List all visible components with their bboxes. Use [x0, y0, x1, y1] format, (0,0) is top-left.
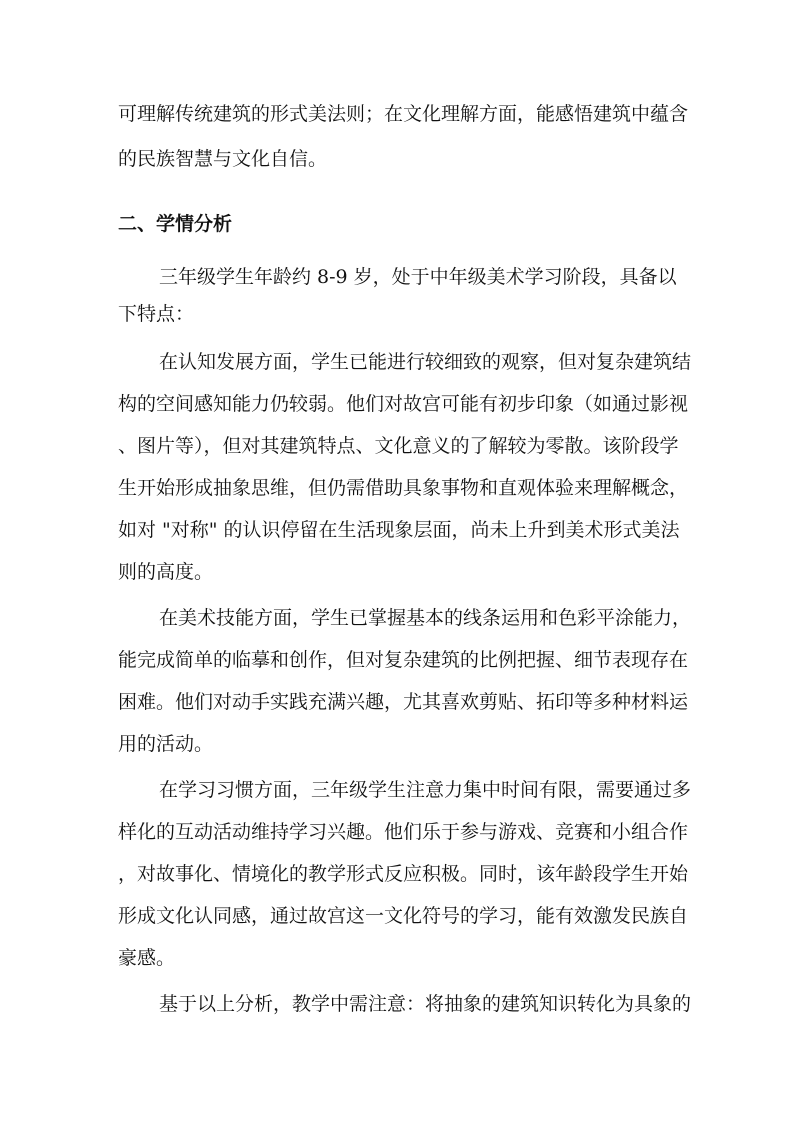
paragraph-line: 下特点： [118, 303, 195, 325]
paragraph-line: 豪感。 [118, 947, 176, 969]
paragraph-line: 在认知发展方面，学生已能进行较细致的观察，但对复杂建筑结 [159, 351, 692, 373]
paragraph-line: 、图片等），但对其建筑特点、文化意义的了解较为零散。该阶段学 [118, 435, 679, 457]
paragraph-line: 基于以上分析，教学中需注意：将抽象的建筑知识转化为具象的 [159, 993, 692, 1015]
intro-line: 可理解传统建筑的形式美法则；在文化理解方面，能感悟建筑中蕴含 [118, 103, 689, 125]
paragraph-line: 样化的互动活动维持学习兴趣。他们乐于参与游戏、竞赛和小组合作 [118, 821, 689, 843]
paragraph-line: 则的高度。 [118, 561, 214, 583]
paragraph-line: 三年级学生年龄约 8-9 岁，处于中年级美术学习阶段，具备以 [159, 266, 677, 288]
paragraph-line: 生开始形成抽象思维，但仍需借助具象事物和直观体验来理解概念， [118, 477, 689, 499]
intro-line: 的民族智慧与文化自信。 [118, 148, 328, 170]
paragraph-line: 在学习习惯方面，三年级学生注意力集中时间有限，需要通过多 [159, 779, 692, 801]
paragraph-line: 如对 "对称" 的认识停留在生活现象层面，尚未上升到美术形式美法 [118, 519, 680, 541]
paragraph-line: 构的空间感知能力仍较弱。他们对故宫可能有初步印象（如通过影视 [118, 393, 689, 415]
paragraph-line: 能完成简单的临摹和创作，但对复杂建筑的比例把握、细节表现存在 [118, 649, 689, 671]
paragraph-line: 在美术技能方面，学生已掌握基本的线条运用和色彩平涂能力， [159, 607, 692, 629]
paragraph-line: 用的活动。 [118, 733, 214, 755]
paragraph-line: 形成文化认同感，通过故宫这一文化符号的学习，能有效激发民族自 [118, 905, 689, 927]
paragraph-line: ，对故事化、情境化的教学形式反应积极。同时，该年龄段学生开始 [118, 863, 689, 885]
section-heading: 二、学情分析 [118, 213, 233, 235]
paragraph-line: 困难。他们对动手实践充满兴趣，尤其喜欢剪贴、拓印等多种材料运 [118, 691, 689, 713]
